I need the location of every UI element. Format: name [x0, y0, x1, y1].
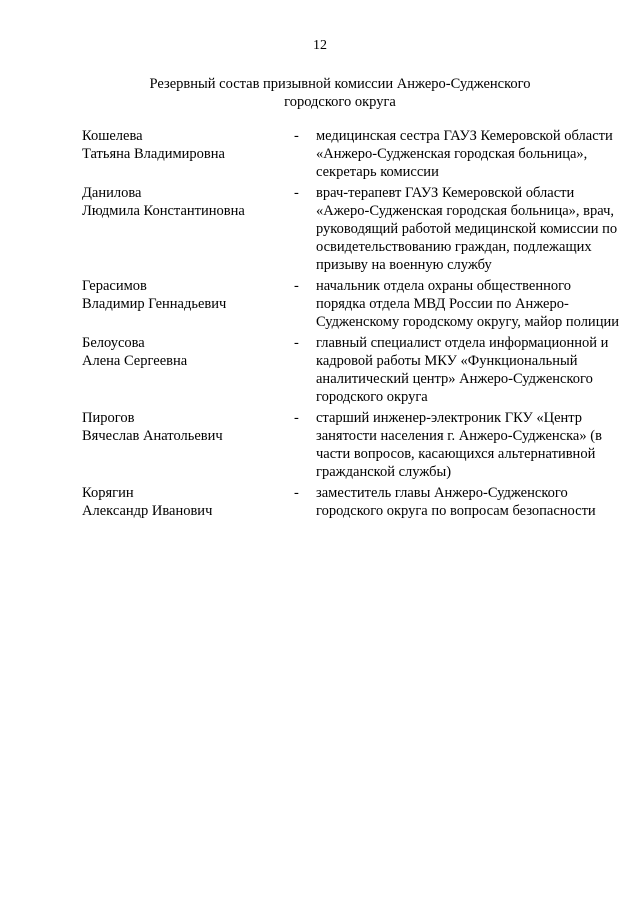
member-given-names: Татьяна Владимировна: [82, 146, 225, 162]
member-entry: [82, 334, 622, 406]
member-role: начальник отдела охраны общественного порядка отдела МВД России по Анжеро-Судженскому городскому округу, майор полиции: [316, 278, 619, 330]
title-line-1: Резервный состав призывной комиссии Анжеро-Судженского: [149, 76, 531, 92]
separator-dash: -: [294, 278, 299, 294]
member-given-names: Александр Иванович: [82, 503, 213, 519]
member-entry: [82, 184, 622, 274]
member-entry: [82, 277, 622, 331]
member-surname: Данилова: [82, 185, 142, 201]
member-entry: [82, 409, 622, 481]
member-role: врач-терапевт ГАУЗ Кемеровской области «Ажеро-Судженская городская больница», врач, руководящий работой медицинской комиссии по освидетельствованию граждан, подлежащих призыву на военную службу: [316, 185, 618, 273]
member-role: медицинская сестра ГАУЗ Кемеровской области «Анжеро-Судженская городская больница», секретарь комиссии: [316, 128, 613, 180]
member-given-names: Владимир Геннадьевич: [82, 296, 227, 312]
document-title: [110, 75, 570, 111]
separator-dash: -: [294, 410, 299, 426]
member-surname: Белоусова: [82, 335, 145, 351]
member-surname: Кошелева: [82, 128, 143, 144]
member-name: [82, 409, 292, 481]
page-number: 12: [313, 38, 327, 53]
member-given-names: Людмила Константиновна: [82, 203, 245, 219]
member-role: старший инженер-электроник ГКУ «Центр занятости населения г. Анжеро-Судженска» (в части вопросов, касающихся альтернативной гражданской службы): [316, 410, 602, 480]
member-surname: Герасимов: [82, 278, 147, 294]
member-surname: Корягин: [82, 485, 134, 501]
member-entry: [82, 484, 622, 520]
member-name: [82, 277, 292, 331]
member-name: [82, 484, 292, 520]
separator-dash: -: [294, 128, 299, 144]
member-given-names: Вячеслав Анатольевич: [82, 428, 223, 444]
member-list: [82, 127, 622, 523]
member-role: заместитель главы Анжеро-Судженского городского округа по вопросам безопасности: [316, 485, 596, 519]
member-name: [82, 334, 292, 406]
member-name: [82, 184, 292, 274]
separator-dash: -: [294, 335, 299, 351]
member-role: главный специалист отдела информационной и кадровой работы МКУ «Функциональный аналитический центр» Анжеро-Судженского городского округа: [316, 335, 609, 405]
separator-dash: -: [294, 485, 299, 501]
separator-dash: -: [294, 185, 299, 201]
member-name: [82, 127, 292, 181]
member-given-names: Алена Сергеевна: [82, 353, 188, 369]
member-entry: [82, 127, 622, 181]
member-surname: Пирогов: [82, 410, 135, 426]
title-line-2: городского округа: [284, 94, 396, 110]
